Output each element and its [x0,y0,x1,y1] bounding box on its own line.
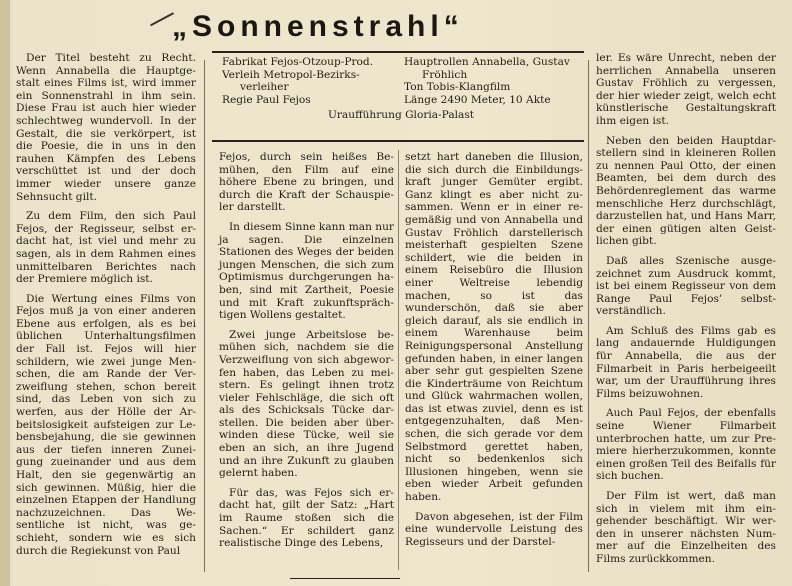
credits-top-rule [212,51,584,53]
credit-production: Fabrikat Fejos-Otzoup-Prod. [222,56,374,68]
paragraph: Zwei junge Arbeitslose bemühen sich, nachdem sie die Verzweiflung von sich abgeworfen haben, das Leben zu meistern. Es gelingt ihnen trotz vieler Fehlschläge, die sich oft als des Schicksals Tücke darstellen. Die beiden aber überwinden diese Tücke, weil sie eben an sich, an ihre Jugend und an ihre Zukunft zu glauben gelernt haben. [219,328,394,480]
credit-leads-cont: Fröhlich [422,68,468,81]
page-bottom-rule [290,578,400,579]
paragraph: Auch Paul Fejos, der ebenfalls seine Wiener Filmarbeit unterbrochen hatte, um zur Premiere hierherzukommen, konnte einen großen Teil des Beifalls für sich buchen. [596,407,776,483]
paragraph: Der Film ist wert, daß man sich in vielem mit ihm eingehender beschäftigt. Wir werden in unserer nächsten Nummer auf die Einzelheiten des Films zurückkommen. [596,490,776,565]
article-column-4 [596,52,776,573]
paragraph: Der Titel besteht zu Recht. Wenn Annabella die Hauptgestalt eines Films ist, wird immer ein Sonnenstrahl in ihm sein. Diese Frau ist auch hier wieder schlechtweg wundervoll. In der Gestalt, die sie verkörpert, ist die Poesie, die in uns in den rauhen Kämpfen des Lebens verschüttet ist und der doch immer wieder unsere ganze Sehnsucht gilt. [16,52,196,203]
credit-distribution: Verleih Metropol-Bezirks- [222,68,360,81]
credits-left [222,56,397,106]
page-gutter [0,0,10,586]
paragraph: Neben den beiden Hauptdarstellern sind in kleineren Rollen zu nennen Paul Otto, der einen Beamten, bei dem durch des Behördenreglement das warme menschliche Herz durchschlägt, darzustellen hat, und Hans Marr, der einen gütigen alten Geistlichen gibt. [596,134,776,248]
column-divider-3 [588,60,589,572]
credit-length: Länge 2490 Meter, 10 Akte [404,93,551,106]
article-column-3 [405,151,583,555]
credit-premiere: Uraufführung Gloria-Palast [327,109,475,121]
credits-bottom-rule [212,140,584,142]
film-credits-box [220,56,582,122]
paragraph: Daß alles Szenische ausgezeichnet zum Ausdruck kommt, ist bei einem Regisseur von dem Range Paul Fejos’ selbstverständlich. [596,254,776,318]
article-column-1 [16,52,196,564]
credit-sound: Ton Tobis-Klangfilm [404,81,511,94]
credits-right [404,56,580,106]
column-divider-2 [398,150,399,570]
paragraph: Für das, was Fejos sich erdacht hat, gilt der Satz: „Hart im Raume stoßen sich die Sachen.“ Er schildert ganz realistische Dinge des Lebens, [219,486,394,550]
paragraph: setzt hart daneben die Illusion, die sich durch die Einbildungskraft junger Gemüter ergibt. Ganz klingt es aber nicht zusammen. Wenn er in einer regemäßig und von Annabella und Gustav Fröhlich darstellerisch meisterhaft gespielten Szene schildert, wie die beiden in einem Reisebüro die Illusion einer Weltreise lebendig machen, so ist das wunderschön, daß sie aber gleich darauf, als sie endlich in einem Warenhause beim Reinigungspersonal Anstellung gefunden haben, in einer langen aber sehr gut gespielten Szene die Kinderträume von Reichtum und Glück wahrmachen wollen, das ist etwas zuviel, denn es ist entgegenzuhalten, daß Menschen, die sich gerade vor dem Selbstmord gerettet haben, nicht so bedenkenlos sich Illusionen hingeben, wenn sie eben wieder Arbeit gefunden haben. [405,151,583,504]
paragraph: Zu dem Film, den sich Paul Fejos, der Regisseur, selbst erdacht hat, ist viel und mehr zu sagen, als in dem Rahmen eines unmittelbaren Berichtes nach der Premiere möglich ist. [16,210,196,286]
credit-director: Regie Paul Fejos [222,93,311,106]
credit-distribution-cont: verleiher [240,81,289,94]
paragraph: In diesem Sinne kann man nur ja sagen. Die einzelnen Stationen des Weges der beiden jungen Menschen, die sich zum Optimismus durchgerungen haben, sind mit Zartheit, Poesie und mit Kraft zukunftsprächtigen Wollens gestaltet. [219,220,394,322]
paragraph: Die Wertung eines Films von Fejos muß ja von einer anderen Ebene aus erfolgen, als es bei üblichen Unterhaltungsfilmen der Fall ist. Fejos will hier schildern, wie zwei junge Menschen, die am Rande der Verzweiflung stehen, schon bereit sind, das Leben von sich zu werfen, aus der Hölle der Arbeitslosigkeit aufsteigen zur Lebensbejahung, die sie gewinnen aus der tiefen inneren Zuneigung zueinander und aus dem Halt, den sie gegenwärtig an sich gewinnen. Müßig, hier die einzelnen Etappen der Handlung nachzuzeichnen. Das Wesentliche ist nicht, was geschieht, sondern wie es sich durch die Regiekunst von Paul [16,292,196,557]
article-headline: „Sonnenstrahl“ [172,10,464,43]
article-column-2 [219,151,394,557]
paragraph: Fejos, durch sein heißes Bemühen, den Film auf eine höhere Ebene zu bringen, und durch die Kraft der Schauspieler darstellt. [219,151,394,214]
paragraph: ler. Es wäre Unrecht, neben der herrlichen Annabella unseren Gustav Fröhlich zu vergessen, der hier wieder zeigt, welch echt künstlerische Gestaltungskraft ihm eigen ist. [596,52,776,127]
credit-leads: Hauptrollen Annabella, Gustav [404,56,570,68]
paragraph: Am Schluß des Films gab es lang andauernde Huldigungen für Annabella, die aus der Filmarbeit in Paris herbeigeeilt war, um der Uraufführung ihres Films beizuwohnen. [596,324,776,400]
paragraph: Davon abgesehen, ist der Film eine wundervolle Leistung des Regisseurs und der Darstel- [405,510,583,548]
column-divider-1 [204,60,205,572]
